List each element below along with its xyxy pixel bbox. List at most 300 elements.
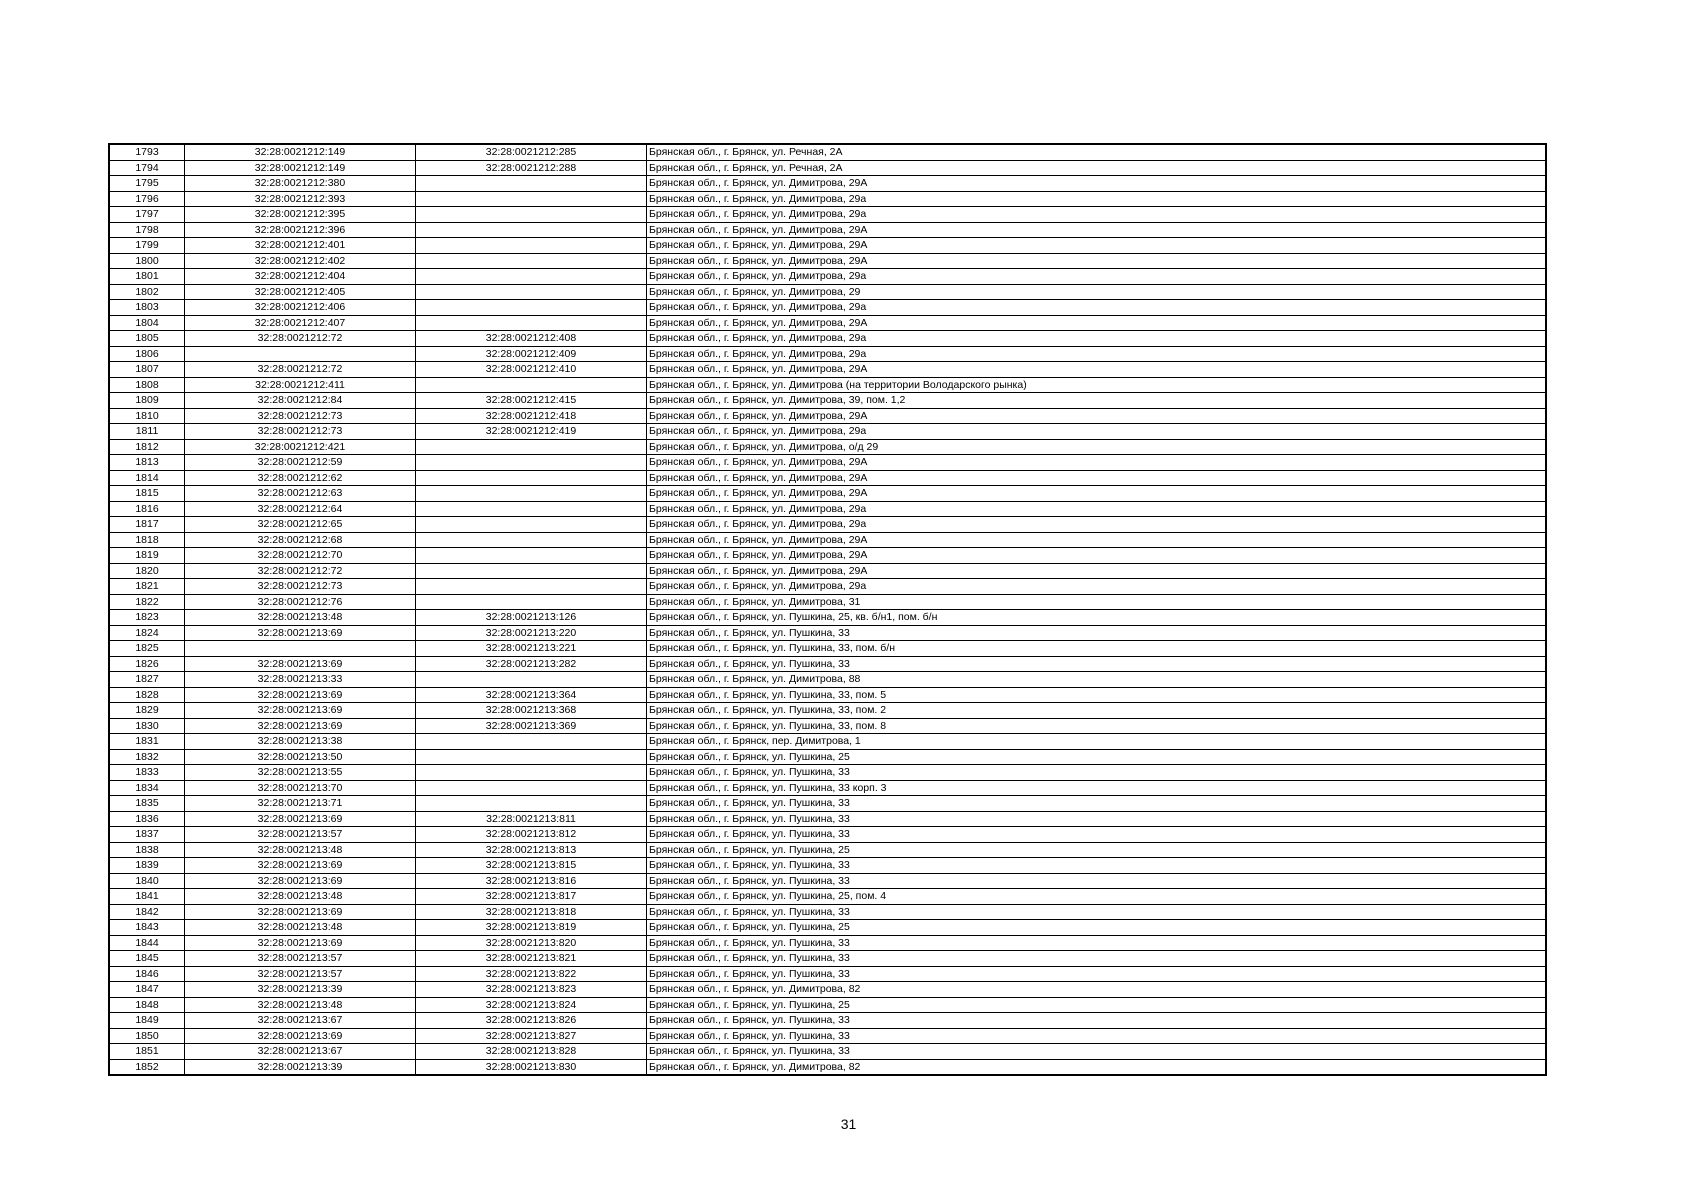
table-row — [109, 749, 1546, 765]
parcel-number-cell: 32:28:0021212:63 — [185, 486, 416, 502]
table-row — [109, 501, 1546, 517]
row-number-cell: 1838 — [109, 842, 185, 858]
table-row — [109, 191, 1546, 207]
object-number-cell — [416, 563, 647, 579]
object-number-cell: 32:28:0021213:815 — [416, 858, 647, 874]
address-cell: Брянская обл., г. Брянск, ул. Пушкина, 33, пом. б/н — [647, 641, 1547, 657]
address-cell: Брянская обл., г. Брянск, ул. Димитрова, 29а — [647, 579, 1547, 595]
table-row — [109, 439, 1546, 455]
parcel-number-cell: 32:28:0021212:72 — [185, 331, 416, 347]
row-number-cell: 1797 — [109, 207, 185, 223]
parcel-number-cell: 32:28:0021213:69 — [185, 718, 416, 734]
table-row — [109, 269, 1546, 285]
parcel-number-cell: 32:28:0021212:72 — [185, 563, 416, 579]
address-cell: Брянская обл., г. Брянск, ул. Димитрова, 29А — [647, 486, 1547, 502]
parcel-number-cell: 32:28:0021212:411 — [185, 377, 416, 393]
table-row — [109, 579, 1546, 595]
parcel-number-cell: 32:28:0021212:395 — [185, 207, 416, 223]
address-cell: Брянская обл., г. Брянск, ул. Пушкина, 33 — [647, 904, 1547, 920]
table-row — [109, 610, 1546, 626]
table-row — [109, 548, 1546, 564]
parcel-number-cell — [185, 641, 416, 657]
row-number-cell: 1829 — [109, 703, 185, 719]
table-row — [109, 997, 1546, 1013]
parcel-number-cell: 32:28:0021212:393 — [185, 191, 416, 207]
object-number-cell: 32:28:0021213:824 — [416, 997, 647, 1013]
row-number-cell: 1801 — [109, 269, 185, 285]
row-number-cell: 1842 — [109, 904, 185, 920]
table-row — [109, 904, 1546, 920]
row-number-cell: 1823 — [109, 610, 185, 626]
row-number-cell: 1852 — [109, 1059, 185, 1075]
table-row — [109, 780, 1546, 796]
parcel-number-cell: 32:28:0021213:57 — [185, 951, 416, 967]
parcel-number-cell: 32:28:0021212:84 — [185, 393, 416, 409]
table-row — [109, 842, 1546, 858]
row-number-cell: 1803 — [109, 300, 185, 316]
object-number-cell — [416, 672, 647, 688]
address-cell: Брянская обл., г. Брянск, ул. Пушкина, 33 корп. 3 — [647, 780, 1547, 796]
parcel-number-cell: 32:28:0021213:39 — [185, 1059, 416, 1075]
cadastral-registry-table — [108, 143, 1547, 1076]
object-number-cell: 32:28:0021213:821 — [416, 951, 647, 967]
table-row — [109, 377, 1546, 393]
row-number-cell: 1821 — [109, 579, 185, 595]
address-cell: Брянская обл., г. Брянск, ул. Димитрова, 29А — [647, 362, 1547, 378]
parcel-number-cell: 32:28:0021212:404 — [185, 269, 416, 285]
object-number-cell: 32:28:0021212:410 — [416, 362, 647, 378]
row-number-cell: 1822 — [109, 594, 185, 610]
table-row — [109, 563, 1546, 579]
row-number-cell: 1849 — [109, 1013, 185, 1029]
object-number-cell — [416, 749, 647, 765]
address-cell: Брянская обл., г. Брянск, ул. Пушкина, 33 — [647, 827, 1547, 843]
address-cell: Брянская обл., г. Брянск, ул. Пушкина, 33, пом. 5 — [647, 687, 1547, 703]
table-row — [109, 920, 1546, 936]
parcel-number-cell: 32:28:0021213:39 — [185, 982, 416, 998]
row-number-cell: 1808 — [109, 377, 185, 393]
table-row — [109, 951, 1546, 967]
parcel-number-cell: 32:28:0021213:71 — [185, 796, 416, 812]
object-number-cell: 32:28:0021213:827 — [416, 1028, 647, 1044]
table-row — [109, 966, 1546, 982]
address-cell: Брянская обл., г. Брянск, ул. Димитрова, 29а — [647, 300, 1547, 316]
parcel-number-cell: 32:28:0021212:401 — [185, 238, 416, 254]
table-row — [109, 1028, 1546, 1044]
parcel-number-cell: 32:28:0021212:73 — [185, 424, 416, 440]
table-row — [109, 315, 1546, 331]
address-cell: Брянская обл., г. Брянск, ул. Пушкина, 25 — [647, 749, 1547, 765]
address-cell: Брянская обл., г. Брянск, ул. Пушкина, 33 — [647, 1028, 1547, 1044]
table-row — [109, 300, 1546, 316]
address-cell: Брянская обл., г. Брянск, ул. Пушкина, 33 — [647, 656, 1547, 672]
address-cell: Брянская обл., г. Брянск, ул. Димитрова, 29А — [647, 470, 1547, 486]
table-row — [109, 144, 1546, 160]
parcel-number-cell: 32:28:0021212:402 — [185, 253, 416, 269]
table-row — [109, 889, 1546, 905]
object-number-cell — [416, 594, 647, 610]
row-number-cell: 1800 — [109, 253, 185, 269]
parcel-number-cell: 32:28:0021213:69 — [185, 904, 416, 920]
object-number-cell — [416, 579, 647, 595]
object-number-cell: 32:28:0021213:819 — [416, 920, 647, 936]
object-number-cell — [416, 284, 647, 300]
object-number-cell: 32:28:0021213:830 — [416, 1059, 647, 1075]
row-number-cell: 1850 — [109, 1028, 185, 1044]
object-number-cell: 32:28:0021213:811 — [416, 811, 647, 827]
object-number-cell: 32:28:0021212:408 — [416, 331, 647, 347]
parcel-number-cell: 32:28:0021213:69 — [185, 858, 416, 874]
parcel-number-cell: 32:28:0021213:57 — [185, 966, 416, 982]
row-number-cell: 1825 — [109, 641, 185, 657]
address-cell: Брянская обл., г. Брянск, ул. Димитрова, 29а — [647, 501, 1547, 517]
row-number-cell: 1848 — [109, 997, 185, 1013]
table-row — [109, 362, 1546, 378]
address-cell: Брянская обл., г. Брянск, ул. Димитрова, 82 — [647, 982, 1547, 998]
address-cell: Брянская обл., г. Брянск, ул. Димитрова, 29а — [647, 207, 1547, 223]
parcel-number-cell: 32:28:0021213:48 — [185, 997, 416, 1013]
row-number-cell: 1818 — [109, 532, 185, 548]
parcel-number-cell: 32:28:0021213:69 — [185, 1028, 416, 1044]
table-row — [109, 284, 1546, 300]
table-row — [109, 672, 1546, 688]
parcel-number-cell: 32:28:0021213:69 — [185, 656, 416, 672]
address-cell: Брянская обл., г. Брянск, ул. Димитрова, 31 — [647, 594, 1547, 610]
table-row — [109, 734, 1546, 750]
address-cell: Брянская обл., г. Брянск, ул. Димитрова, 82 — [647, 1059, 1547, 1075]
address-cell: Брянская обл., г. Брянск, ул. Димитрова, 29а — [647, 191, 1547, 207]
parcel-number-cell: 32:28:0021212:59 — [185, 455, 416, 471]
table-row — [109, 1059, 1546, 1075]
address-cell: Брянская обл., г. Брянск, ул. Димитрова, 29а — [647, 346, 1547, 362]
address-cell: Брянская обл., г. Брянск, ул. Пушкина, 33 — [647, 625, 1547, 641]
table-row — [109, 331, 1546, 347]
row-number-cell: 1814 — [109, 470, 185, 486]
address-cell: Брянская обл., г. Брянск, ул. Димитрова, 29А — [647, 408, 1547, 424]
row-number-cell: 1835 — [109, 796, 185, 812]
row-number-cell: 1826 — [109, 656, 185, 672]
row-number-cell: 1816 — [109, 501, 185, 517]
object-number-cell — [416, 501, 647, 517]
parcel-number-cell: 32:28:0021212:73 — [185, 408, 416, 424]
parcel-number-cell: 32:28:0021212:396 — [185, 222, 416, 238]
row-number-cell: 1802 — [109, 284, 185, 300]
address-cell: Брянская обл., г. Брянск, ул. Димитрова, 29а — [647, 331, 1547, 347]
row-number-cell: 1813 — [109, 455, 185, 471]
row-number-cell: 1806 — [109, 346, 185, 362]
page-number: 31 — [840, 1116, 857, 1132]
parcel-number-cell: 32:28:0021213:69 — [185, 935, 416, 951]
address-cell: Брянская обл., г. Брянск, ул. Пушкина, 25, кв. б/н1, пом. б/н — [647, 610, 1547, 626]
object-number-cell — [416, 765, 647, 781]
row-number-cell: 1837 — [109, 827, 185, 843]
object-number-cell: 32:28:0021213:823 — [416, 982, 647, 998]
table-row — [109, 718, 1546, 734]
table-row — [109, 811, 1546, 827]
address-cell: Брянская обл., г. Брянск, ул. Димитрова (на территории Володарского рынка) — [647, 377, 1547, 393]
object-number-cell — [416, 439, 647, 455]
address-cell: Брянская обл., г. Брянск, ул. Пушкина, 25 — [647, 997, 1547, 1013]
address-cell: Брянская обл., г. Брянск, ул. Димитрова, 29а — [647, 517, 1547, 533]
address-cell: Брянская обл., г. Брянск, ул. Речная, 2А — [647, 144, 1547, 160]
table-row — [109, 346, 1546, 362]
table-row — [109, 703, 1546, 719]
address-cell: Брянская обл., г. Брянск, ул. Пушкина, 25, пом. 4 — [647, 889, 1547, 905]
address-cell: Брянская обл., г. Брянск, ул. Пушкина, 33 — [647, 811, 1547, 827]
object-number-cell: 32:28:0021212:409 — [416, 346, 647, 362]
parcel-number-cell: 32:28:0021212:64 — [185, 501, 416, 517]
row-number-cell: 1839 — [109, 858, 185, 874]
address-cell: Брянская обл., г. Брянск, ул. Пушкина, 25 — [647, 842, 1547, 858]
table-row — [109, 408, 1546, 424]
row-number-cell: 1847 — [109, 982, 185, 998]
address-cell: Брянская обл., г. Брянск, ул. Пушкина, 33 — [647, 966, 1547, 982]
row-number-cell: 1796 — [109, 191, 185, 207]
object-number-cell: 32:28:0021213:818 — [416, 904, 647, 920]
address-cell: Брянская обл., г. Брянск, ул. Димитрова, 29а — [647, 424, 1547, 440]
object-number-cell: 32:28:0021213:126 — [416, 610, 647, 626]
object-number-cell: 32:28:0021213:822 — [416, 966, 647, 982]
row-number-cell: 1841 — [109, 889, 185, 905]
address-cell: Брянская обл., г. Брянск, ул. Пушкина, 33 — [647, 765, 1547, 781]
row-number-cell: 1799 — [109, 238, 185, 254]
row-number-cell: 1831 — [109, 734, 185, 750]
object-number-cell: 32:28:0021213:221 — [416, 641, 647, 657]
address-cell: Брянская обл., г. Брянск, ул. Димитрова, 29А — [647, 315, 1547, 331]
object-number-cell — [416, 300, 647, 316]
row-number-cell: 1843 — [109, 920, 185, 936]
table-row — [109, 1044, 1546, 1060]
parcel-number-cell: 32:28:0021213:69 — [185, 625, 416, 641]
object-number-cell — [416, 517, 647, 533]
parcel-number-cell: 32:28:0021213:67 — [185, 1013, 416, 1029]
table-row — [109, 873, 1546, 889]
address-cell: Брянская обл., г. Брянск, ул. Димитрова, 29А — [647, 238, 1547, 254]
table-row — [109, 532, 1546, 548]
object-number-cell — [416, 455, 647, 471]
parcel-number-cell: 32:28:0021212:70 — [185, 548, 416, 564]
row-number-cell: 1819 — [109, 548, 185, 564]
table-row — [109, 625, 1546, 641]
object-number-cell: 32:28:0021213:813 — [416, 842, 647, 858]
table-row — [109, 1013, 1546, 1029]
address-cell: Брянская обл., г. Брянск, ул. Димитрова, 29А — [647, 563, 1547, 579]
address-cell: Брянская обл., г. Брянск, ул. Димитрова, 29а — [647, 269, 1547, 285]
row-number-cell: 1815 — [109, 486, 185, 502]
address-cell: Брянская обл., г. Брянск, ул. Димитрова, 29А — [647, 548, 1547, 564]
row-number-cell: 1851 — [109, 1044, 185, 1060]
row-number-cell: 1798 — [109, 222, 185, 238]
parcel-number-cell: 32:28:0021212:72 — [185, 362, 416, 378]
row-number-cell: 1809 — [109, 393, 185, 409]
parcel-number-cell: 32:28:0021212:62 — [185, 470, 416, 486]
table-row — [109, 486, 1546, 502]
table-row — [109, 827, 1546, 843]
table-row — [109, 238, 1546, 254]
object-number-cell: 32:28:0021213:828 — [416, 1044, 647, 1060]
row-number-cell: 1824 — [109, 625, 185, 641]
parcel-number-cell: 32:28:0021213:48 — [185, 610, 416, 626]
row-number-cell: 1846 — [109, 966, 185, 982]
parcel-number-cell: 32:28:0021213:69 — [185, 811, 416, 827]
parcel-number-cell: 32:28:0021212:68 — [185, 532, 416, 548]
table-row — [109, 517, 1546, 533]
table-row — [109, 982, 1546, 998]
object-number-cell: 32:28:0021213:220 — [416, 625, 647, 641]
table-row — [109, 594, 1546, 610]
address-cell: Брянская обл., г. Брянск, ул. Димитрова, 88 — [647, 672, 1547, 688]
row-number-cell: 1834 — [109, 780, 185, 796]
object-number-cell — [416, 532, 647, 548]
parcel-number-cell: 32:28:0021212:406 — [185, 300, 416, 316]
table-row — [109, 765, 1546, 781]
row-number-cell: 1810 — [109, 408, 185, 424]
parcel-number-cell: 32:28:0021212:149 — [185, 160, 416, 176]
parcel-number-cell: 32:28:0021212:73 — [185, 579, 416, 595]
object-number-cell — [416, 470, 647, 486]
parcel-number-cell: 32:28:0021213:70 — [185, 780, 416, 796]
object-number-cell: 32:28:0021212:285 — [416, 144, 647, 160]
row-number-cell: 1804 — [109, 315, 185, 331]
address-cell: Брянская обл., г. Брянск, ул. Димитрова, 29А — [647, 176, 1547, 192]
parcel-number-cell: 32:28:0021213:55 — [185, 765, 416, 781]
object-number-cell — [416, 253, 647, 269]
parcel-number-cell: 32:28:0021213:69 — [185, 873, 416, 889]
parcel-number-cell: 32:28:0021213:33 — [185, 672, 416, 688]
object-number-cell: 32:28:0021213:364 — [416, 687, 647, 703]
row-number-cell: 1817 — [109, 517, 185, 533]
row-number-cell: 1830 — [109, 718, 185, 734]
parcel-number-cell — [185, 346, 416, 362]
object-number-cell — [416, 734, 647, 750]
parcel-number-cell: 32:28:0021213:69 — [185, 703, 416, 719]
row-number-cell: 1807 — [109, 362, 185, 378]
row-number-cell: 1795 — [109, 176, 185, 192]
row-number-cell: 1827 — [109, 672, 185, 688]
object-number-cell — [416, 486, 647, 502]
object-number-cell: 32:28:0021212:418 — [416, 408, 647, 424]
registry-table-body — [109, 144, 1546, 1075]
object-number-cell: 32:28:0021213:368 — [416, 703, 647, 719]
address-cell: Брянская обл., г. Брянск, ул. Речная, 2А — [647, 160, 1547, 176]
object-number-cell: 32:28:0021212:415 — [416, 393, 647, 409]
table-row — [109, 641, 1546, 657]
object-number-cell — [416, 238, 647, 254]
row-number-cell: 1840 — [109, 873, 185, 889]
address-cell: Брянская обл., г. Брянск, ул. Пушкина, 33 — [647, 873, 1547, 889]
table-row — [109, 656, 1546, 672]
address-cell: Брянская обл., г. Брянск, ул. Димитрова, 29 — [647, 284, 1547, 300]
table-row — [109, 160, 1546, 176]
address-cell: Брянская обл., г. Брянск, ул. Димитрова, 29А — [647, 253, 1547, 269]
row-number-cell: 1836 — [109, 811, 185, 827]
table-row — [109, 222, 1546, 238]
object-number-cell — [416, 796, 647, 812]
table-row — [109, 455, 1546, 471]
row-number-cell: 1793 — [109, 144, 185, 160]
object-number-cell — [416, 191, 647, 207]
parcel-number-cell: 32:28:0021212:405 — [185, 284, 416, 300]
object-number-cell: 32:28:0021212:419 — [416, 424, 647, 440]
object-number-cell: 32:28:0021213:812 — [416, 827, 647, 843]
address-cell: Брянская обл., г. Брянск, ул. Димитрова, 39, пом. 1,2 — [647, 393, 1547, 409]
object-number-cell: 32:28:0021212:288 — [416, 160, 647, 176]
address-cell: Брянская обл., г. Брянск, ул. Пушкина, 33 — [647, 796, 1547, 812]
table-row — [109, 393, 1546, 409]
address-cell: Брянская обл., г. Брянск, ул. Пушкина, 25 — [647, 920, 1547, 936]
address-cell: Брянская обл., г. Брянск, ул. Димитрова, 29А — [647, 222, 1547, 238]
parcel-number-cell: 32:28:0021213:48 — [185, 842, 416, 858]
object-number-cell: 32:28:0021213:282 — [416, 656, 647, 672]
row-number-cell: 1805 — [109, 331, 185, 347]
row-number-cell: 1828 — [109, 687, 185, 703]
object-number-cell — [416, 780, 647, 796]
parcel-number-cell: 32:28:0021212:421 — [185, 439, 416, 455]
parcel-number-cell: 32:28:0021213:48 — [185, 920, 416, 936]
table-row — [109, 207, 1546, 223]
parcel-number-cell: 32:28:0021212:407 — [185, 315, 416, 331]
row-number-cell: 1820 — [109, 563, 185, 579]
object-number-cell — [416, 269, 647, 285]
table-row — [109, 470, 1546, 486]
row-number-cell: 1811 — [109, 424, 185, 440]
object-number-cell: 32:28:0021213:816 — [416, 873, 647, 889]
object-number-cell: 32:28:0021213:817 — [416, 889, 647, 905]
table-row — [109, 935, 1546, 951]
object-number-cell — [416, 207, 647, 223]
object-number-cell — [416, 377, 647, 393]
address-cell: Брянская обл., г. Брянск, ул. Димитрова, 29А — [647, 455, 1547, 471]
address-cell: Брянская обл., г. Брянск, ул. Пушкина, 33 — [647, 951, 1547, 967]
table-row — [109, 253, 1546, 269]
row-number-cell: 1832 — [109, 749, 185, 765]
row-number-cell: 1845 — [109, 951, 185, 967]
address-cell: Брянская обл., г. Брянск, ул. Пушкина, 33 — [647, 858, 1547, 874]
parcel-number-cell: 32:28:0021213:38 — [185, 734, 416, 750]
parcel-number-cell: 32:28:0021212:149 — [185, 144, 416, 160]
address-cell: Брянская обл., г. Брянск, ул. Димитрова, о/д 29 — [647, 439, 1547, 455]
parcel-number-cell: 32:28:0021213:67 — [185, 1044, 416, 1060]
object-number-cell — [416, 548, 647, 564]
address-cell: Брянская обл., г. Брянск, ул. Пушкина, 33 — [647, 1013, 1547, 1029]
table-row — [109, 796, 1546, 812]
parcel-number-cell: 32:28:0021213:50 — [185, 749, 416, 765]
table-row — [109, 858, 1546, 874]
object-number-cell — [416, 222, 647, 238]
parcel-number-cell: 32:28:0021213:69 — [185, 687, 416, 703]
parcel-number-cell: 32:28:0021212:65 — [185, 517, 416, 533]
table-row — [109, 687, 1546, 703]
parcel-number-cell: 32:28:0021212:76 — [185, 594, 416, 610]
parcel-number-cell: 32:28:0021213:48 — [185, 889, 416, 905]
row-number-cell: 1844 — [109, 935, 185, 951]
row-number-cell: 1833 — [109, 765, 185, 781]
parcel-number-cell: 32:28:0021213:57 — [185, 827, 416, 843]
row-number-cell: 1812 — [109, 439, 185, 455]
table-row — [109, 176, 1546, 192]
address-cell: Брянская обл., г. Брянск, ул. Димитрова, 29А — [647, 532, 1547, 548]
object-number-cell: 32:28:0021213:820 — [416, 935, 647, 951]
address-cell: Брянская обл., г. Брянск, ул. Пушкина, 33 — [647, 1044, 1547, 1060]
object-number-cell — [416, 315, 647, 331]
table-row — [109, 424, 1546, 440]
parcel-number-cell: 32:28:0021212:380 — [185, 176, 416, 192]
object-number-cell: 32:28:0021213:826 — [416, 1013, 647, 1029]
row-number-cell: 1794 — [109, 160, 185, 176]
address-cell: Брянская обл., г. Брянск, пер. Димитрова, 1 — [647, 734, 1547, 750]
object-number-cell: 32:28:0021213:369 — [416, 718, 647, 734]
object-number-cell — [416, 176, 647, 192]
